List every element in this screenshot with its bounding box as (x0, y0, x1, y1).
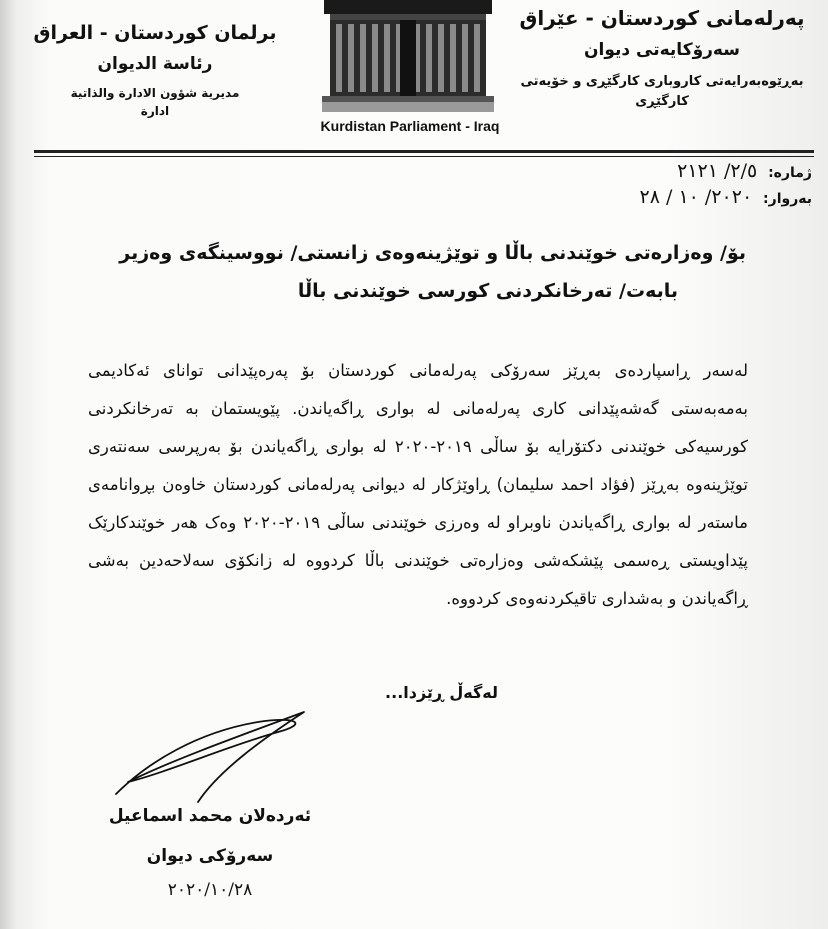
reference-value: ٢/٥/ ٢١٢١ (677, 160, 758, 182)
letter-body: لەسەر ڕاسپاردەی بەڕێز سەرۆکی پەرلەمانی کوردستان بۆ پەرەپێدانی توانای ئەکادیمی بەمەبەستی گەشەپێدانی کاری پەرلەمانی لە بواری ڕاگەیاندن. پێویستمان بە تەرخانکردنی کورسیەکی خوێندنی دکتۆرایە بۆ ساڵی ٢٠١٩-٢٠٢٠ لە بواری ڕاگەیاندن بۆ بەرپرسی سەنتەری توێژینەوە بەڕێز (فؤاد احمد سليمان) ڕاوێژکار لە دیوانی پەرلەمانی کوردستان خاوەن بڕوانامەی ماستەر لە بواری ڕاگەیاندن ناوبراو لە وەرزی خوێندنی ساڵی ٢٠١٩-٢٠٢٠ وەک هەر خوێندکارێک پێداویستی ڕەسمی پێشکەشی وەزارەتی خوێندنی باڵا کردووە لە زانکۆی سەلاحەدین بەشی ڕاگەیاندن و بەشداری تاقیکردنەوەی کردووە. (88, 361, 748, 608)
closing-greeting: لەگەڵ ڕێزدا... (385, 683, 498, 702)
header-kurdish (512, 6, 812, 112)
parliament-building-logo (322, 0, 494, 112)
reference-label: ژمارە: (768, 165, 812, 181)
header-arabic-line4: ادارة (140, 104, 170, 118)
recipient-line: بۆ/ وەزارەتی خوێندنی باڵا و توێژینەوەی زانستی/ نووسینگەی وەزیر (119, 242, 746, 264)
date-label: بەروار: (763, 191, 812, 207)
header-arabic-line2: رئاسة الديوان (97, 54, 213, 74)
handwritten-signature (108, 702, 328, 812)
logo-caption: Kurdistan Parliament - Iraq (320, 118, 500, 134)
letter-date (640, 186, 812, 208)
header-kurdish-line3: بەڕێوەبەرایەتی کاروباری کارگێڕی و خۆیەتی کارگێڕی (520, 74, 804, 109)
reference-number (677, 160, 812, 182)
header-arabic (20, 22, 290, 118)
header-kurdish-line2: سەرۆکایەتی دیوان (584, 40, 740, 60)
signatory-date: ٢٠٢٠/١٠/٢٨ (167, 880, 253, 900)
page-edge-shadow (0, 0, 18, 929)
signatory-name: ئەردەلان محمد اسماعيل (108, 806, 312, 826)
header-arabic-line3: مديرية شؤون الادارة والذاتية (70, 86, 240, 100)
header-arabic-line1: برلمان كوردستان - العراق (33, 22, 277, 44)
subject-line: بابەت/ تەرخانکردنی کورسی خوێندنی باڵا (297, 280, 678, 302)
date-value: ٢٠٢٠/ ١٠ / ٢٨ (639, 186, 753, 208)
header-divider-thin (34, 156, 814, 157)
header-divider (34, 150, 814, 153)
signatory-title: سەرۆکی دیوان (146, 846, 274, 866)
header-kurdish-line1: پەرلەمانی کوردستان - عێراق (519, 6, 805, 30)
